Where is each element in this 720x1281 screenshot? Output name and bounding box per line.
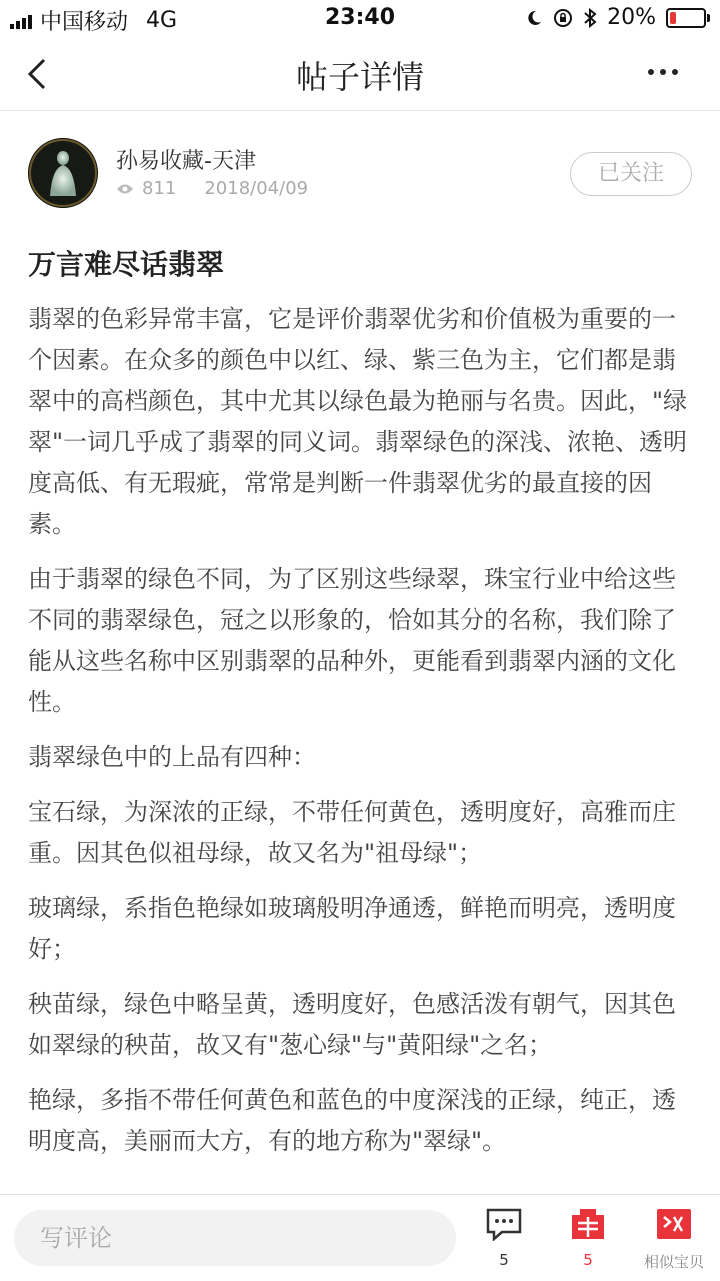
similar-button[interactable] [634, 1207, 714, 1272]
article-paragraph: 秧苗绿，绿色中略呈黄，透明度好，色感活泼有朝气，因其色如翠绿的秧苗，故又有"葱心绿"与"黄阳绿"之名； [28, 990, 676, 1059]
clock: 23:40 [324, 5, 396, 30]
network-label: 4G [146, 8, 178, 33]
collect-button[interactable] [550, 1207, 626, 1269]
article [28, 245, 698, 1195]
comment-input[interactable]: 写评论 [14, 1210, 456, 1266]
status-bar [0, 0, 720, 36]
article-title: 万言难尽话翡翠 [28, 248, 225, 281]
article-paragraph: 玻璃绿，系指色艳绿如玻璃般明净通透，鲜艳而明亮，透明度好； [28, 894, 676, 963]
more-dot [648, 69, 654, 75]
article-paragraph: 翡翠绿色中的上品有四种： [28, 743, 316, 771]
battery-icon [666, 8, 706, 28]
post-date: 2018/04/09 [204, 178, 309, 199]
rotation-lock-icon [553, 8, 573, 28]
more-dot [672, 69, 678, 75]
signal-icon [10, 13, 32, 29]
author-row [0, 130, 720, 220]
bluetooth-icon [583, 8, 597, 28]
bottom-bar [0, 1194, 720, 1281]
author-meta [116, 178, 308, 199]
status-left [10, 5, 177, 36]
avatar[interactable] [28, 138, 98, 208]
comment-count: 5 [499, 1251, 509, 1269]
follow-button[interactable]: 已关注 [570, 152, 692, 196]
eye-icon [116, 183, 134, 195]
article-paragraph: 宝石绿，为深浓的正绿，不带任何黄色，透明度好，高雅而庄重。因其色似祖母绿，故又名为"祖母绿"； [28, 798, 676, 867]
moon-icon [525, 9, 543, 27]
battery-level [670, 12, 676, 24]
battery-percent: 20% [607, 5, 656, 30]
article-paragraph: 艳绿，多指不带任何黄色和蓝色的中度深浅的正绿，纯正，透明度高，美丽而大方，有的地方称为"翠绿"。 [28, 1086, 676, 1155]
author-name[interactable]: 孙易收藏-天津 [116, 149, 256, 174]
collect-icon [568, 1207, 608, 1241]
more-button[interactable] [648, 60, 684, 84]
article-paragraph: 翡翠的色彩异常丰富，它是评价翡翠优劣和价值极为重要的一个因素。在众多的颜色中以红、绿、紫三色为主，它们都是翡翠中的高档颜色，其中尤其以绿色最为艳丽与名贵。因此，"绿翠"一词几乎成了翡翠的同义词。翡翠绿色的深浅、浓艳、透明度高低、有无瑕疵，常常是判断一件翡翠优劣的最直接的因素。 [28, 305, 688, 538]
nav-bar [0, 36, 720, 111]
view-count: 811 [142, 178, 177, 199]
page-title: 帖子详情 [295, 58, 424, 96]
status-right [525, 5, 706, 30]
carrier-label: 中国移动 [40, 10, 129, 35]
article-paragraph: 由于翡翠的绿色不同，为了区别这些绿翠，珠宝行业中给这些不同的翡翠绿色，冠之以形象的，恰如其分的名称，我们除了能从这些名称中区别翡翠的品种外，更能看到翡翠内涵的文化性。 [28, 565, 676, 716]
comment-icon [484, 1207, 524, 1241]
similar-icon [654, 1207, 694, 1241]
more-dot [660, 69, 666, 75]
similar-label: 相似宝贝 [643, 1253, 704, 1271]
comments-button[interactable] [466, 1207, 542, 1269]
jade-buddha-image [28, 138, 98, 208]
collect-count: 5 [583, 1251, 593, 1269]
